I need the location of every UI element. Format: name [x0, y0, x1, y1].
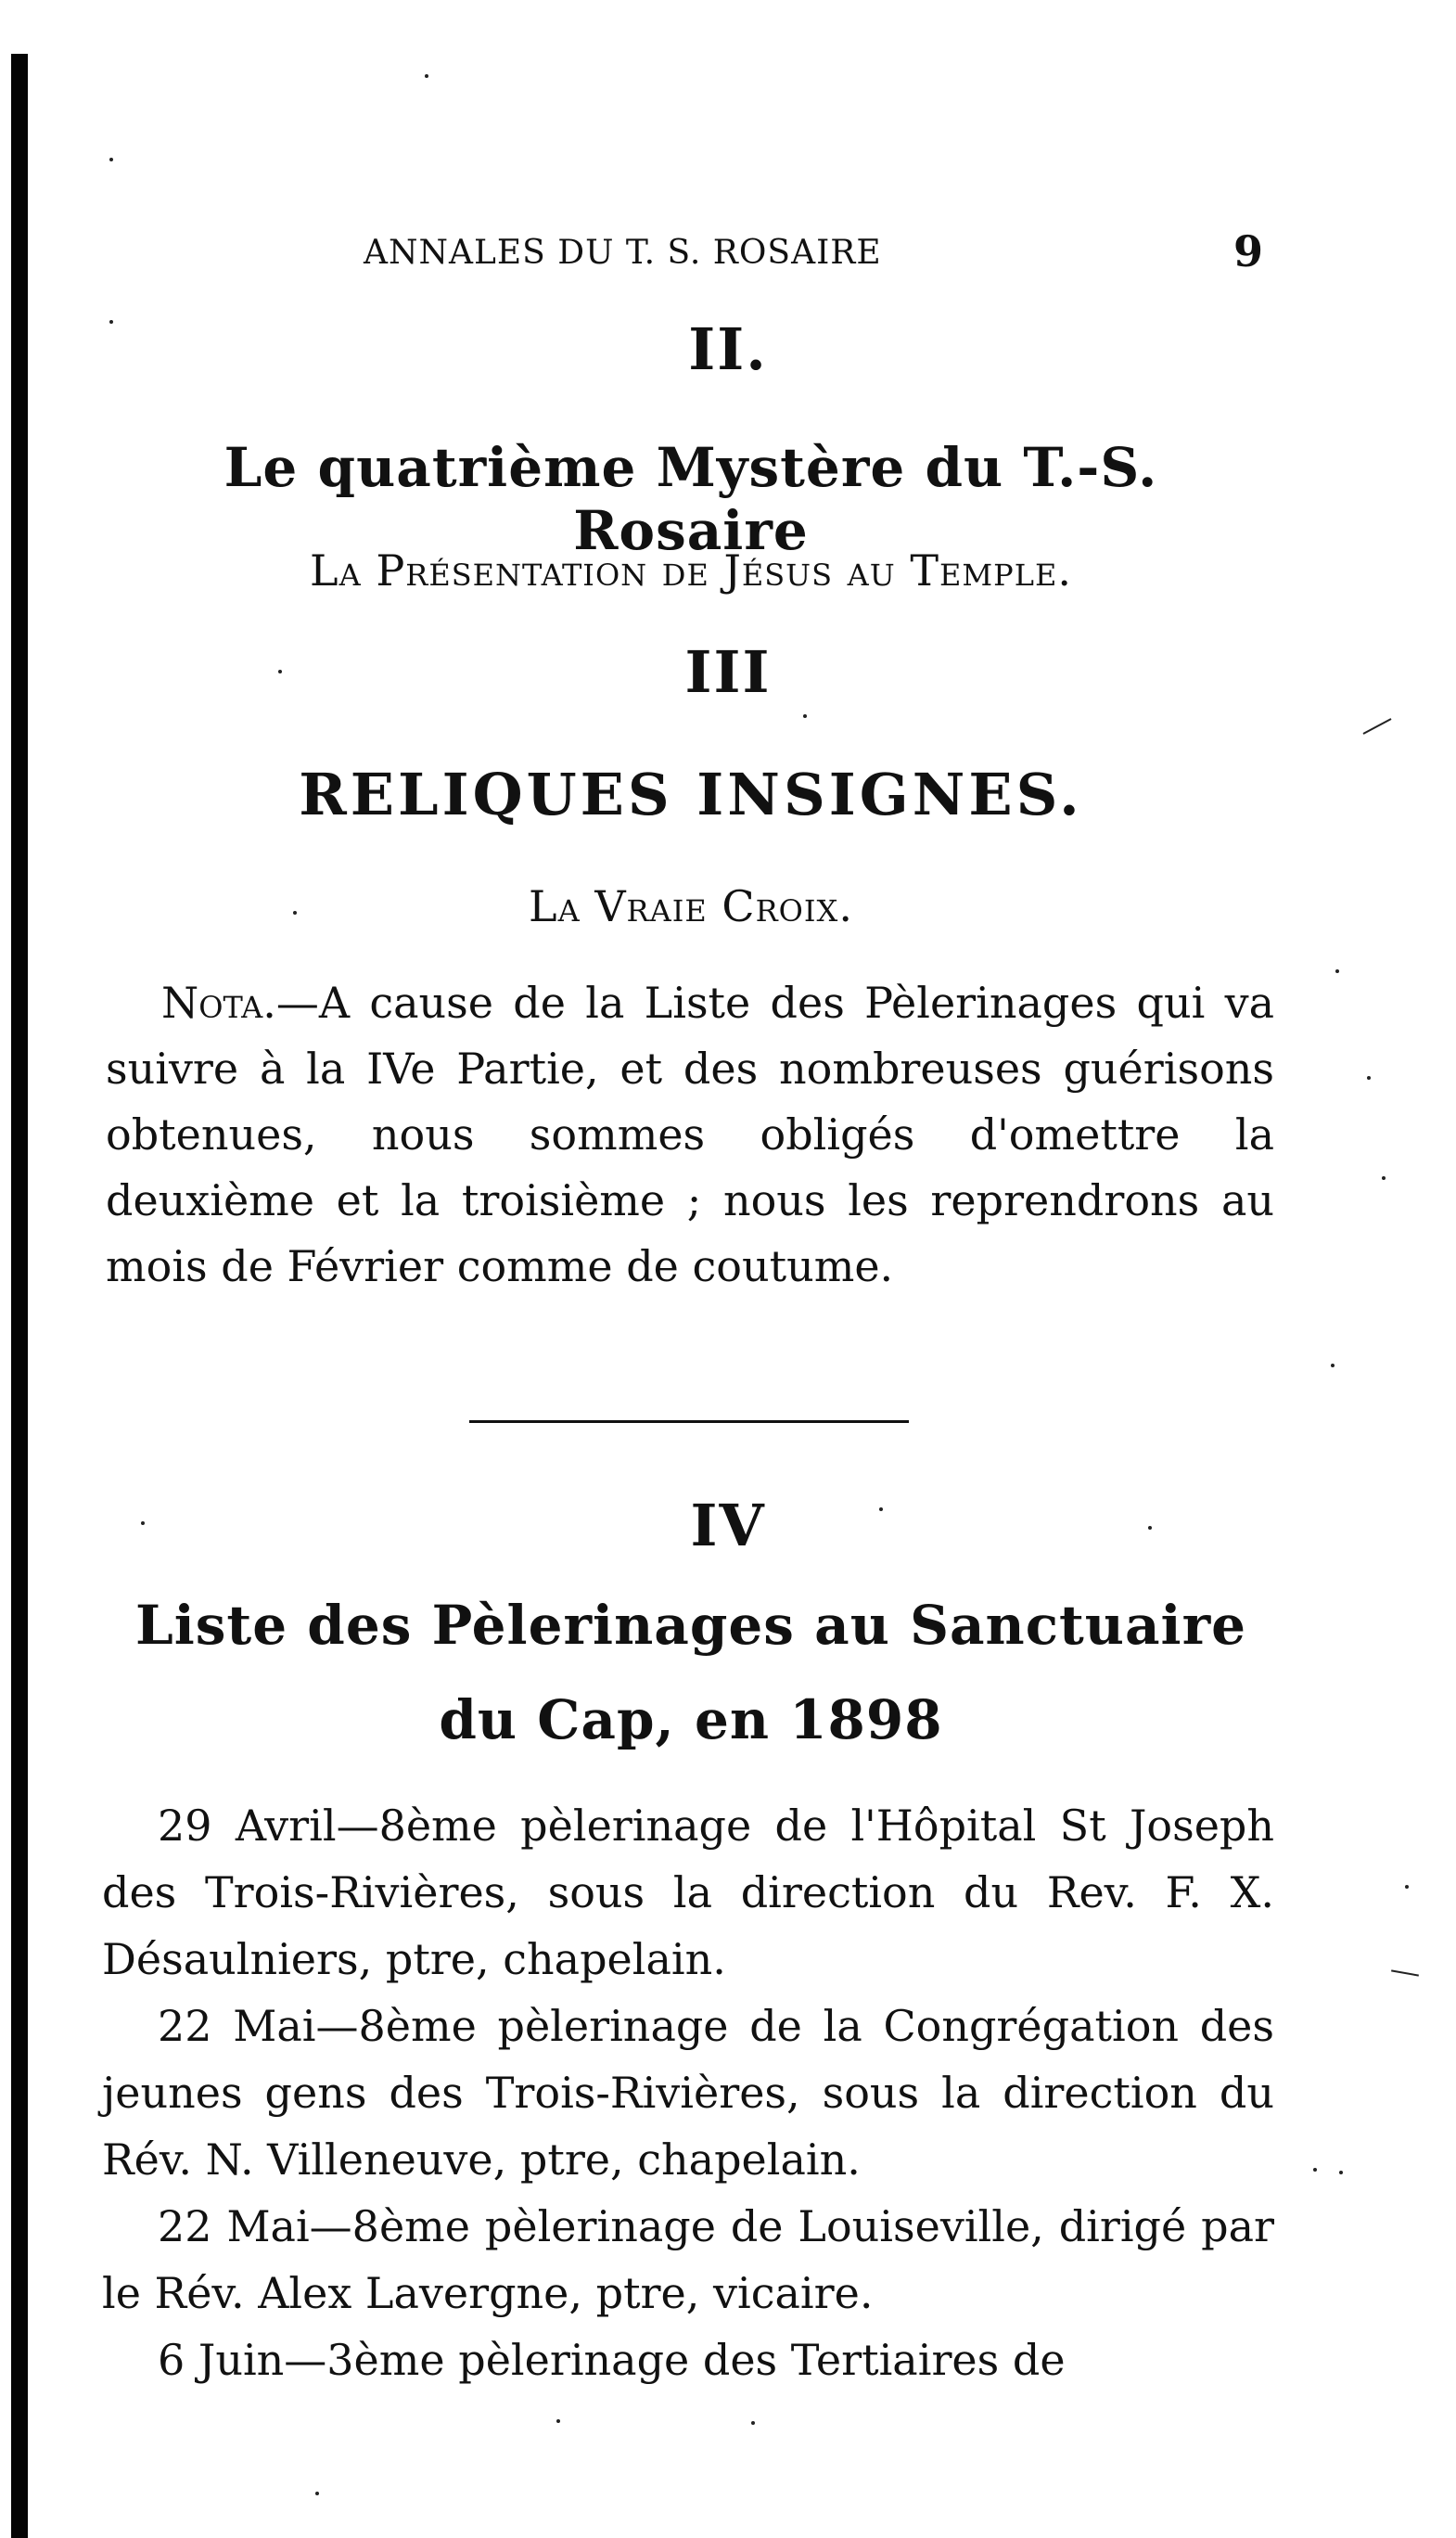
nota-text: —A cause de la Liste des Pèlerinages qui va suivre à la IVe Partie, et des nombreuses guérisons obtenues, nous sommes obligés d'omettre la deuxième et la troisième ; nous les reprendrons au mois de Février comme de coutume. — [106, 978, 1274, 1291]
scan-speck — [803, 714, 807, 718]
scan-speck — [1335, 969, 1339, 973]
scan-speck — [1339, 2171, 1343, 2174]
scan-speck — [1382, 1176, 1386, 1180]
scan-speck — [751, 2421, 755, 2425]
scan-speck — [1313, 2168, 1317, 2172]
page-binding-edge — [11, 54, 28, 2538]
section-numeral: II. — [688, 315, 768, 383]
scan-mark — [1391, 1969, 1419, 1976]
list-item: 29 Avril—8ème pèlerinage de l'Hôpital St Joseph des Trois-Rivières, sous la direction du Rev. F. X. Désaulniers, ptre, chapelain. — [102, 1801, 1274, 1984]
list-item: 22 Mai—8ème pèlerinage de Louiseville, dirigé par le Rév. Alex Lavergne, ptre, vicaire. — [102, 2201, 1274, 2318]
list-item: 6 Juin—3ème pèlerinage des Tertiaires de — [158, 2335, 1066, 2385]
section-title: RELIQUES INSIGNES. — [299, 761, 1083, 828]
section-separator — [469, 1420, 909, 1423]
scan-mark — [1363, 718, 1392, 735]
page-number: 9 — [1233, 226, 1264, 276]
running-title: ANNALES DU T. S. ROSAIRE — [364, 234, 882, 272]
scan-speck — [425, 74, 428, 78]
section-title-line: Liste des Pèlerinages au Sanctuaire — [134, 1594, 1247, 1657]
section-title: Le quatrième Mystère du T.-S. Rosaire — [224, 436, 1158, 562]
nota-paragraph — [106, 970, 1274, 1300]
scan-speck — [1331, 1364, 1335, 1367]
section-numeral: III — [684, 638, 772, 706]
scan-speck — [109, 158, 113, 161]
section-subtitle: La Présentation de Jésus au Temple. — [310, 545, 1072, 596]
pilgrimage-list — [102, 1792, 1274, 2393]
section-subtitle: La Vraie Croix. — [529, 881, 853, 931]
scan-speck — [1405, 1885, 1409, 1889]
section-title-line: du Cap, en 1898 — [439, 1688, 943, 1751]
section-numeral: IV — [690, 1492, 766, 1559]
list-item: 22 Mai—8ème pèlerinage de la Congrégation des jeunes gens des Trois-Rivières, sous la direction du Rév. N. Villeneuve, ptre, chapelain. — [102, 2001, 1274, 2185]
scan-speck — [1367, 1076, 1371, 1080]
nota-label: Nota. — [161, 978, 276, 1028]
scan-speck — [315, 2492, 319, 2495]
scan-speck — [556, 2419, 560, 2423]
